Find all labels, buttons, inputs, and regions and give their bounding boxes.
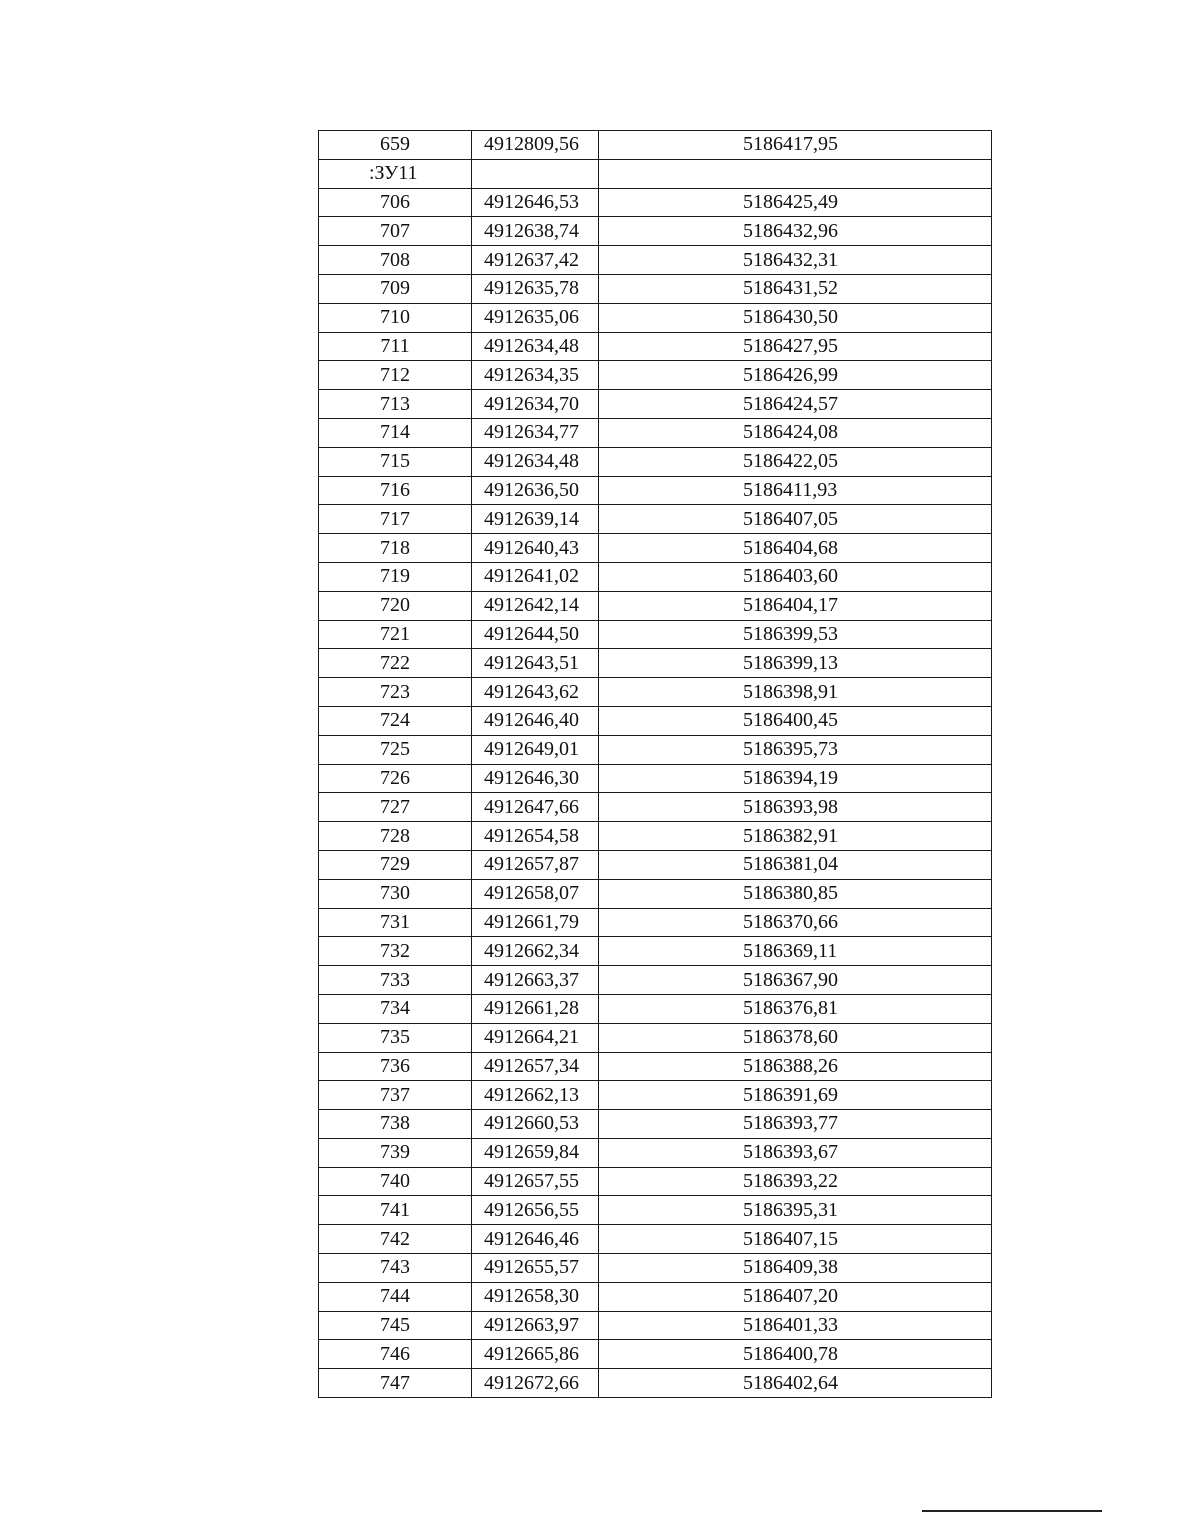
y-coordinate-cell: 5186378,60 [599,1023,992,1052]
table-row [319,303,992,332]
table-row [319,1282,992,1311]
y-coordinate-cell: 5186367,90 [599,966,992,995]
point-number-cell: 722 [319,649,472,678]
y-coordinate-cell: 5186393,67 [599,1138,992,1167]
y-coordinate-cell: 5186403,60 [599,562,992,591]
x-coordinate-cell: 4912646,53 [472,188,599,217]
x-coordinate-cell: 4912634,35 [472,361,599,390]
table-row [319,764,992,793]
x-coordinate-cell: 4912655,57 [472,1254,599,1283]
point-number-cell: 724 [319,706,472,735]
y-coordinate-cell: 5186404,17 [599,591,992,620]
point-number-cell: 735 [319,1023,472,1052]
table-row [319,1023,992,1052]
point-number-cell: 736 [319,1052,472,1081]
point-number-cell: 721 [319,620,472,649]
table-row [319,994,992,1023]
x-coordinate-cell: 4912656,55 [472,1196,599,1225]
y-coordinate-cell: 5186393,22 [599,1167,992,1196]
y-coordinate-cell: 5186399,13 [599,649,992,678]
table-row [319,1081,992,1110]
point-number-cell: 725 [319,735,472,764]
point-number-cell: 706 [319,188,472,217]
y-coordinate-cell [599,159,992,188]
table-row [319,562,992,591]
x-coordinate-cell: 4912638,74 [472,217,599,246]
table-row [319,131,992,160]
x-coordinate-cell: 4912644,50 [472,620,599,649]
x-coordinate-cell: 4912663,97 [472,1311,599,1340]
y-coordinate-cell: 5186380,85 [599,879,992,908]
footer-rule [922,1510,1102,1512]
table-row [319,1167,992,1196]
point-number-cell: 738 [319,1110,472,1139]
point-number-cell: 731 [319,908,472,937]
x-coordinate-cell: 4912634,70 [472,390,599,419]
x-coordinate-cell: 4912634,77 [472,418,599,447]
point-number-cell: 714 [319,418,472,447]
y-coordinate-cell: 5186404,68 [599,534,992,563]
x-coordinate-cell [472,159,599,188]
y-coordinate-cell: 5186411,93 [599,476,992,505]
table-row [319,390,992,419]
y-coordinate-cell: 5186407,15 [599,1225,992,1254]
x-coordinate-cell: 4912658,30 [472,1282,599,1311]
table-row [319,1340,992,1369]
point-number-cell: 717 [319,505,472,534]
y-coordinate-cell: 5186370,66 [599,908,992,937]
x-coordinate-cell: 4912640,43 [472,534,599,563]
table-row [319,1052,992,1081]
point-number-cell: 743 [319,1254,472,1283]
table-row [319,649,992,678]
point-number-cell: 709 [319,274,472,303]
table-row [319,1196,992,1225]
y-coordinate-cell: 5186424,08 [599,418,992,447]
point-number-cell: 744 [319,1282,472,1311]
y-coordinate-cell: 5186400,78 [599,1340,992,1369]
point-number-cell: 734 [319,994,472,1023]
y-coordinate-cell: 5186394,19 [599,764,992,793]
point-number-cell: 732 [319,937,472,966]
point-number-cell: 728 [319,822,472,851]
y-coordinate-cell: 5186407,20 [599,1282,992,1311]
x-coordinate-cell: 4912658,07 [472,879,599,908]
table-row [319,591,992,620]
y-coordinate-cell: 5186399,53 [599,620,992,649]
x-coordinate-cell: 4912809,56 [472,131,599,160]
table-row [319,620,992,649]
x-coordinate-cell: 4912643,51 [472,649,599,678]
point-number-cell: 716 [319,476,472,505]
table-row [319,937,992,966]
point-number-cell: 729 [319,850,472,879]
x-coordinate-cell: 4912641,02 [472,562,599,591]
point-number-cell: 733 [319,966,472,995]
x-coordinate-cell: 4912665,86 [472,1340,599,1369]
y-coordinate-cell: 5186425,49 [599,188,992,217]
point-number-cell: 711 [319,332,472,361]
x-coordinate-cell: 4912643,62 [472,678,599,707]
table-row [319,188,992,217]
x-coordinate-cell: 4912639,14 [472,505,599,534]
y-coordinate-cell: 5186388,26 [599,1052,992,1081]
y-coordinate-cell: 5186431,52 [599,274,992,303]
point-number-cell: 720 [319,591,472,620]
point-number-cell: 707 [319,217,472,246]
point-number-cell: 718 [319,534,472,563]
y-coordinate-cell: 5186381,04 [599,850,992,879]
x-coordinate-cell: 4912635,78 [472,274,599,303]
table-row [319,908,992,937]
x-coordinate-cell: 4912660,53 [472,1110,599,1139]
y-coordinate-cell: 5186407,05 [599,505,992,534]
x-coordinate-cell: 4912646,40 [472,706,599,735]
table-row [319,706,992,735]
y-coordinate-cell: 5186426,99 [599,361,992,390]
table-row [319,246,992,275]
table-row [319,966,992,995]
table-row [319,274,992,303]
point-number-cell: 710 [319,303,472,332]
table-row [319,850,992,879]
point-number-cell: 708 [319,246,472,275]
point-number-cell: 739 [319,1138,472,1167]
coordinates-table-body [319,131,992,1398]
point-number-cell: 715 [319,447,472,476]
parcel-label-row [319,159,992,188]
table-row [319,793,992,822]
point-number-cell: 730 [319,879,472,908]
x-coordinate-cell: 4912637,42 [472,246,599,275]
table-row [319,505,992,534]
x-coordinate-cell: 4912646,30 [472,764,599,793]
x-coordinate-cell: 4912654,58 [472,822,599,851]
x-coordinate-cell: 4912657,55 [472,1167,599,1196]
y-coordinate-cell: 5186427,95 [599,332,992,361]
point-number-cell: 712 [319,361,472,390]
table-row [319,1254,992,1283]
point-number-cell: 719 [319,562,472,591]
x-coordinate-cell: 4912646,46 [472,1225,599,1254]
x-coordinate-cell: 4912663,37 [472,966,599,995]
y-coordinate-cell: 5186400,45 [599,706,992,735]
x-coordinate-cell: 4912642,14 [472,591,599,620]
table-row [319,1225,992,1254]
point-number-cell: 742 [319,1225,472,1254]
table-row [319,822,992,851]
y-coordinate-cell: 5186432,31 [599,246,992,275]
y-coordinate-cell: 5186395,31 [599,1196,992,1225]
x-coordinate-cell: 4912662,13 [472,1081,599,1110]
y-coordinate-cell: 5186432,96 [599,217,992,246]
point-number-cell: 737 [319,1081,472,1110]
table-row [319,361,992,390]
table-row [319,1369,992,1398]
x-coordinate-cell: 4912659,84 [472,1138,599,1167]
point-number-cell: 746 [319,1340,472,1369]
x-coordinate-cell: 4912661,28 [472,994,599,1023]
point-number-cell: 740 [319,1167,472,1196]
x-coordinate-cell: 4912662,34 [472,937,599,966]
table-row [319,418,992,447]
x-coordinate-cell: 4912636,50 [472,476,599,505]
y-coordinate-cell: 5186417,95 [599,131,992,160]
table-row [319,678,992,707]
point-number-cell: 659 [319,131,472,160]
table-row [319,735,992,764]
point-number-cell: 727 [319,793,472,822]
point-number-cell: 745 [319,1311,472,1340]
table-row [319,1311,992,1340]
y-coordinate-cell: 5186393,98 [599,793,992,822]
y-coordinate-cell: 5186395,73 [599,735,992,764]
y-coordinate-cell: 5186409,38 [599,1254,992,1283]
table-row [319,1110,992,1139]
y-coordinate-cell: 5186398,91 [599,678,992,707]
x-coordinate-cell: 4912647,66 [472,793,599,822]
y-coordinate-cell: 5186391,69 [599,1081,992,1110]
table-row [319,534,992,563]
x-coordinate-cell: 4912657,87 [472,850,599,879]
table-row [319,447,992,476]
x-coordinate-cell: 4912634,48 [472,447,599,476]
y-coordinate-cell: 5186382,91 [599,822,992,851]
x-coordinate-cell: 4912649,01 [472,735,599,764]
x-coordinate-cell: 4912661,79 [472,908,599,937]
table-row [319,332,992,361]
parcel-label-cell: :ЗУ11 [319,159,472,188]
coordinates-table [318,130,992,1398]
point-number-cell: 726 [319,764,472,793]
x-coordinate-cell: 4912664,21 [472,1023,599,1052]
table-row [319,476,992,505]
table-row [319,217,992,246]
x-coordinate-cell: 4912634,48 [472,332,599,361]
x-coordinate-cell: 4912657,34 [472,1052,599,1081]
y-coordinate-cell: 5186422,05 [599,447,992,476]
y-coordinate-cell: 5186376,81 [599,994,992,1023]
point-number-cell: 747 [319,1369,472,1398]
y-coordinate-cell: 5186401,33 [599,1311,992,1340]
y-coordinate-cell: 5186402,64 [599,1369,992,1398]
point-number-cell: 741 [319,1196,472,1225]
y-coordinate-cell: 5186393,77 [599,1110,992,1139]
y-coordinate-cell: 5186430,50 [599,303,992,332]
x-coordinate-cell: 4912672,66 [472,1369,599,1398]
y-coordinate-cell: 5186424,57 [599,390,992,419]
point-number-cell: 713 [319,390,472,419]
x-coordinate-cell: 4912635,06 [472,303,599,332]
table-row [319,879,992,908]
point-number-cell: 723 [319,678,472,707]
y-coordinate-cell: 5186369,11 [599,937,992,966]
table-row [319,1138,992,1167]
